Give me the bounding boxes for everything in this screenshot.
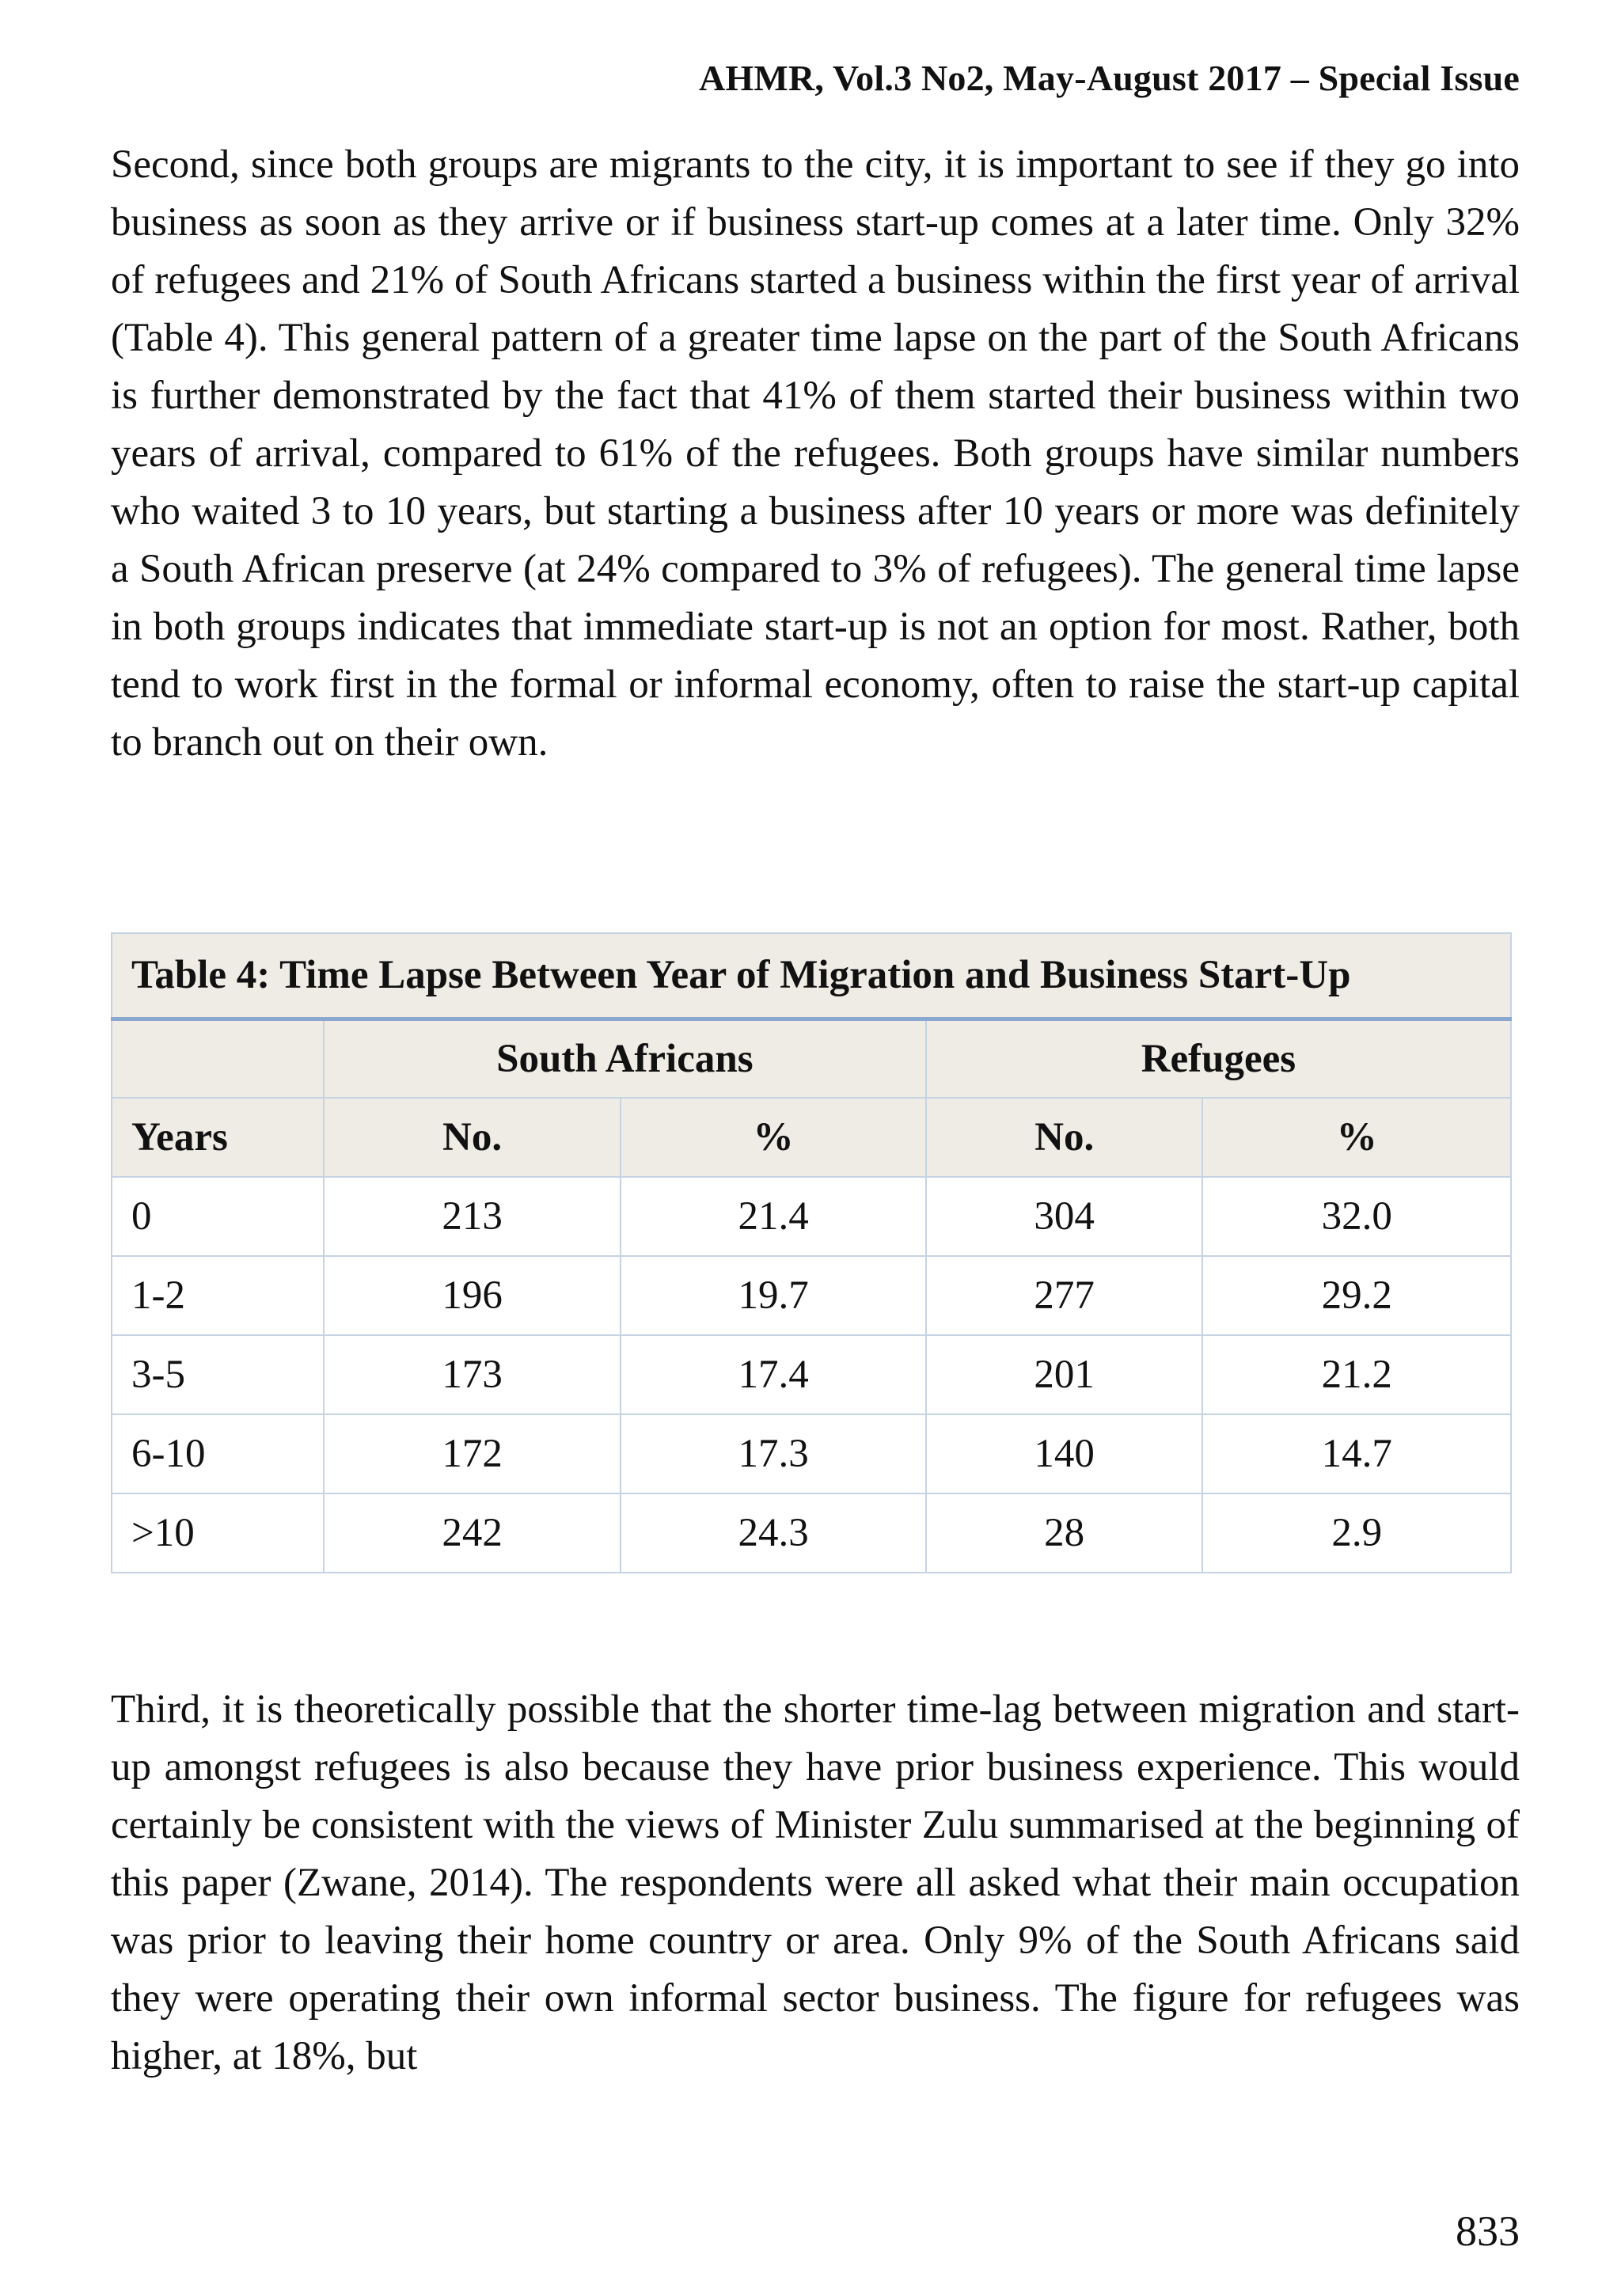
cell-ref-no: 201	[926, 1335, 1203, 1414]
table-row	[112, 1335, 1511, 1414]
page-number: 833	[1456, 2207, 1520, 2255]
running-head: AHMR, Vol.3 No2, May-August 2017 – Special Issue	[698, 58, 1520, 98]
group-header-refugees: Refugees	[926, 1019, 1511, 1098]
table-row	[112, 1256, 1511, 1335]
cell-sa-no: 196	[324, 1256, 621, 1335]
column-header-sa-no: No.	[324, 1098, 621, 1177]
cell-sa-no: 213	[324, 1177, 621, 1256]
cell-years: 0	[112, 1177, 324, 1256]
cell-sa-pct: 17.3	[621, 1414, 926, 1493]
table-row	[112, 1493, 1511, 1573]
cell-ref-pct: 21.2	[1202, 1335, 1511, 1414]
cell-sa-no: 242	[324, 1493, 621, 1573]
cell-ref-pct: 29.2	[1202, 1256, 1511, 1335]
column-header-ref-no: No.	[926, 1098, 1203, 1177]
cell-years: 3-5	[112, 1335, 324, 1414]
cell-sa-pct: 24.3	[621, 1493, 926, 1573]
column-header-years: Years	[112, 1098, 324, 1177]
cell-ref-no: 28	[926, 1493, 1203, 1573]
column-header-sa-pct: %	[621, 1098, 926, 1177]
cell-ref-pct: 14.7	[1202, 1414, 1511, 1493]
cell-ref-no: 277	[926, 1256, 1203, 1335]
cell-years: 1-2	[112, 1256, 324, 1335]
table-row	[112, 1177, 1511, 1256]
cell-ref-no: 304	[926, 1177, 1203, 1256]
cell-sa-pct: 17.4	[621, 1335, 926, 1414]
cell-sa-no: 172	[324, 1414, 621, 1493]
table-time-lapse	[111, 932, 1512, 1573]
table-title: Table 4: Time Lapse Between Year of Migration and Business Start-Up	[112, 933, 1511, 1019]
group-header-south-africans: South Africans	[324, 1019, 926, 1098]
table-row	[112, 1414, 1511, 1493]
cell-sa-pct: 19.7	[621, 1256, 926, 1335]
cell-years: >10	[112, 1493, 324, 1573]
cell-sa-pct: 21.4	[621, 1177, 926, 1256]
cell-ref-pct: 2.9	[1202, 1493, 1511, 1573]
column-header-ref-pct: %	[1202, 1098, 1511, 1177]
cell-sa-no: 173	[324, 1335, 621, 1414]
cell-years: 6-10	[112, 1414, 324, 1493]
paragraph-first: Second, since both groups are migrants to the city, it is important to see if they go into business as soon as they arrive or if business start-up comes at a later time. Only 32% of refugees and 21% of South Africans started a business within the first year of arrival (Table 4). This general pattern of a greater time lapse on the part of the South Africans is further demonstrated by the fact that 41% of them started their business within two years of arrival, compared to 61% of the refugees. Both groups have similar numbers who waited 3 to 10 years, but starting a business after 10 years or more was definitely a South African preserve (at 24% compared to 3% of refugees). The general time lapse in both groups indicates that immediate start-up is not an option for most. Rather, both tend to work first in the formal or informal economy, often to raise the start-up capital to branch out on their own.	[111, 142, 1520, 765]
cell-ref-no: 140	[926, 1414, 1203, 1493]
paragraph-second: Third, it is theoretically possible that the shorter time-lag between migration and start-up amongst refugees is also because they have prior business experience. This would certainly be consistent with the views of Minister Zulu summarised at the beginning of this paper (Zwane, 2014). The respondents were all asked what their main occupation was prior to leaving their home country or area. Only 9% of the South Africans said they were operating their own informal sector business. The figure for refugees was higher, at 18%, but	[111, 1687, 1520, 2078]
cell-ref-pct: 32.0	[1202, 1177, 1511, 1256]
group-header-empty	[112, 1019, 324, 1098]
